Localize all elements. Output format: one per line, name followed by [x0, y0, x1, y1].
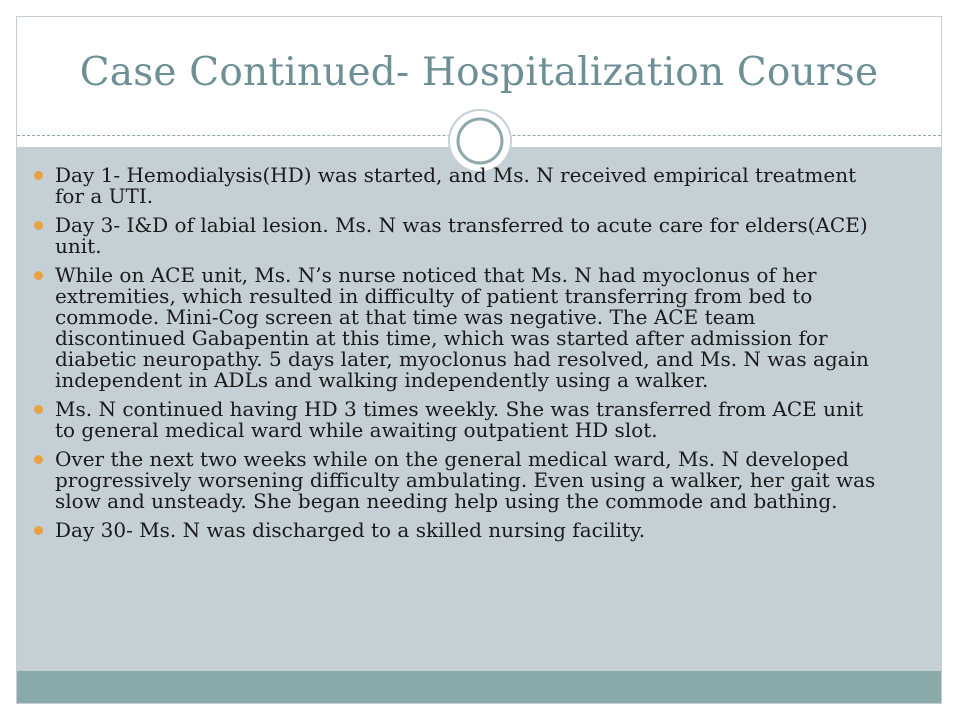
bullet-dot-icon — [34, 455, 43, 464]
bullet-dot-icon — [34, 526, 43, 535]
bullet-text: While on ACE unit, Ms. N’s nurse noticed that Ms. N had myoclonus of her extremities, which resulted in difficulty of patient transferring from bed to commode. Mini-Cog screen at that time was negative. The ACE team discontinued Gabapentin at this time, which was started after admission for diabetic neuropathy. 5 days later, myoclonus had resolved, and Ms. N was again independent in ADLs and walking independently using a walker. — [55, 263, 869, 392]
bullet-text: Ms. N continued having HD 3 times weekly. She was transferred from ACE unit to general medical ward while awaiting outpatient HD slot. — [55, 397, 864, 442]
list-item — [34, 215, 884, 257]
bullet-text: Day 30- Ms. N was discharged to a skilled nursing facility. — [55, 518, 646, 542]
list-item — [34, 165, 884, 207]
bullet-text: Day 1- Hemodialysis(HD) was started, and Ms. N received empirical treatment for a UTI. — [55, 163, 857, 208]
bullet-text: Day 3- I&D of labial lesion. Ms. N was transferred to acute care for elders(ACE) unit. — [55, 213, 868, 258]
bullet-dot-icon — [34, 221, 43, 230]
list-item — [34, 399, 884, 441]
list-item — [34, 520, 884, 541]
bullet-text: Over the next two weeks while on the general medical ward, Ms. N developed progressively worsening difficulty ambulating. Even using a walker, her gait was slow and unsteady. She began needing help using the commode and bathing. — [55, 447, 876, 513]
slide-title: Case Continued- Hospitalization Course — [79, 50, 879, 95]
bullet-dot-icon — [34, 271, 43, 280]
footer-bar — [17, 671, 941, 703]
list-item — [34, 265, 884, 391]
bullet-dot-icon — [34, 171, 43, 180]
list-item — [34, 449, 884, 512]
bullet-dot-icon — [34, 405, 43, 414]
bullet-list — [34, 165, 884, 549]
